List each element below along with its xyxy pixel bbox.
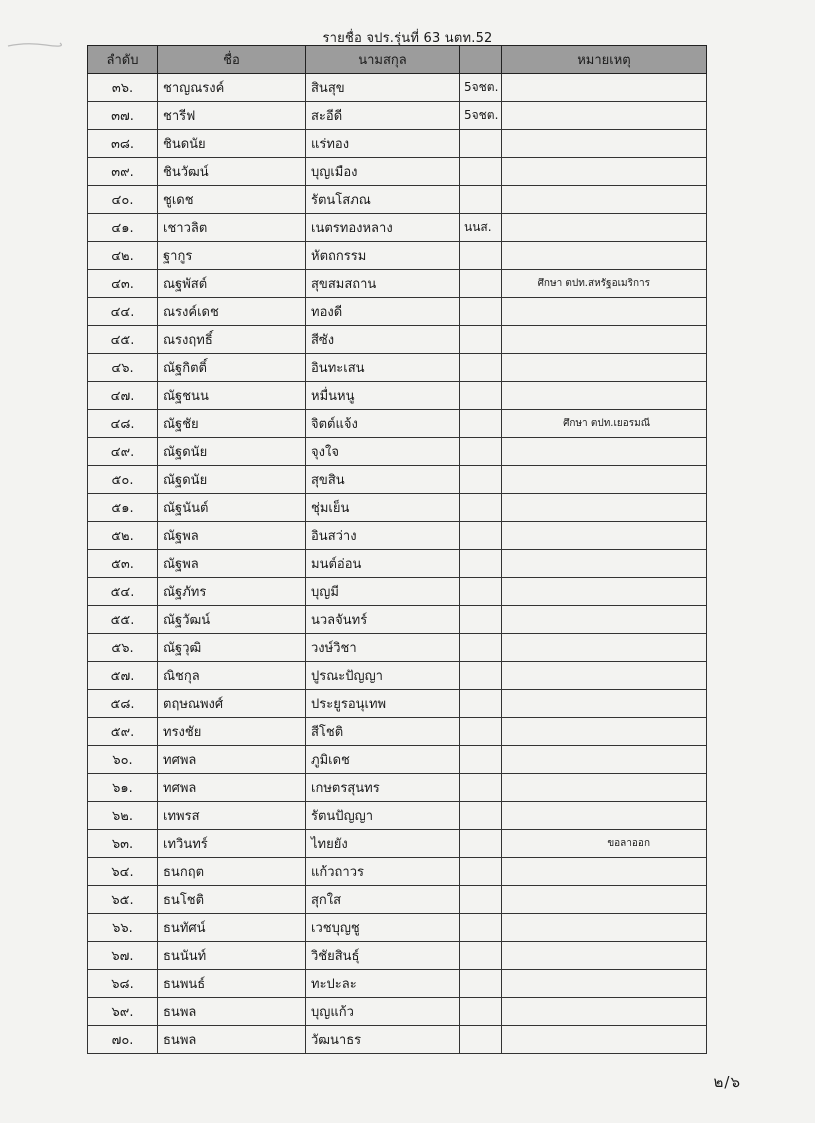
first-name: ณัฐกิตติ์ <box>158 354 306 382</box>
last-name: ปูรณะปัญญา <box>306 662 460 690</box>
extra-note <box>460 298 502 326</box>
first-name: ธนพล <box>158 1026 306 1054</box>
row-number: ๖๐. <box>88 746 158 774</box>
table-row <box>88 942 707 970</box>
extra-note: 5จชต. <box>460 74 502 102</box>
last-name: สุขสมสถาน <box>306 270 460 298</box>
remark <box>502 998 707 1026</box>
row-number: ๖๕. <box>88 886 158 914</box>
table-row <box>88 298 707 326</box>
row-number: ๔๑. <box>88 214 158 242</box>
table-row <box>88 718 707 746</box>
table-row <box>88 494 707 522</box>
header-note: หมายเหตุ <box>502 46 707 74</box>
first-name: ตฤษณพงศ์ <box>158 690 306 718</box>
remark <box>502 326 707 354</box>
margin-mark-icon <box>6 40 62 50</box>
row-number: ๕๖. <box>88 634 158 662</box>
extra-note <box>460 606 502 634</box>
extra-note <box>460 270 502 298</box>
extra-note <box>460 802 502 830</box>
first-name: ณัฐชัย <box>158 410 306 438</box>
extra-note <box>460 634 502 662</box>
row-number: ๔๐. <box>88 186 158 214</box>
last-name: ทะปะละ <box>306 970 460 998</box>
header-no: ลำดับ <box>88 46 158 74</box>
first-name: ธนกฤต <box>158 858 306 886</box>
table-row <box>88 914 707 942</box>
first-name: เทพรส <box>158 802 306 830</box>
extra-note <box>460 1026 502 1054</box>
table-row <box>88 858 707 886</box>
table-row <box>88 830 707 858</box>
remark <box>502 550 707 578</box>
remark <box>502 494 707 522</box>
remark <box>502 214 707 242</box>
last-name: มนต์อ่อน <box>306 550 460 578</box>
remark <box>502 186 707 214</box>
extra-note <box>460 914 502 942</box>
last-name: บุญแก้ว <box>306 998 460 1026</box>
first-name: ธนพล <box>158 998 306 1026</box>
remark <box>502 578 707 606</box>
header-first-name: ชื่อ <box>158 46 306 74</box>
remark <box>502 970 707 998</box>
first-name: ณฐพัสต์ <box>158 270 306 298</box>
table-row <box>88 606 707 634</box>
extra-note <box>460 186 502 214</box>
last-name: ชุ่มเย็น <box>306 494 460 522</box>
row-number: ๖๒. <box>88 802 158 830</box>
table-row <box>88 466 707 494</box>
table-row <box>88 1026 707 1054</box>
first-name: ทศพล <box>158 746 306 774</box>
table-row <box>88 326 707 354</box>
last-name: จิตต์แจ้ง <box>306 410 460 438</box>
row-number: ๕๘. <box>88 690 158 718</box>
remark <box>502 718 707 746</box>
table-row <box>88 438 707 466</box>
remark <box>502 102 707 130</box>
extra-note: 5จชต. <box>460 102 502 130</box>
first-name: ชาญณรงค์ <box>158 74 306 102</box>
row-number: ๔๕. <box>88 326 158 354</box>
table-row <box>88 410 707 438</box>
row-number: ๕๙. <box>88 718 158 746</box>
extra-note <box>460 494 502 522</box>
extra-note <box>460 998 502 1026</box>
extra-note <box>460 774 502 802</box>
table-header-row <box>88 46 707 74</box>
first-name: ณัฐดนัย <box>158 466 306 494</box>
first-name: ทรงชัย <box>158 718 306 746</box>
last-name: บุญมี <box>306 578 460 606</box>
row-number: ๖๖. <box>88 914 158 942</box>
row-number: ๖๘. <box>88 970 158 998</box>
row-number: ๔๓. <box>88 270 158 298</box>
last-name: หัตถกรรม <box>306 242 460 270</box>
extra-note <box>460 410 502 438</box>
row-number: ๕๗. <box>88 662 158 690</box>
remark <box>502 942 707 970</box>
remark <box>502 298 707 326</box>
remark <box>502 74 707 102</box>
row-number: ๖๗. <box>88 942 158 970</box>
first-name: ชูเดช <box>158 186 306 214</box>
row-number: ๔๗. <box>88 382 158 410</box>
last-name: ภูมิเดช <box>306 746 460 774</box>
first-name: ณัฐพล <box>158 522 306 550</box>
table-row <box>88 74 707 102</box>
table-row <box>88 270 707 298</box>
last-name: หมื่นหนู <box>306 382 460 410</box>
extra-note <box>460 830 502 858</box>
row-number: ๓๗. <box>88 102 158 130</box>
extra-note <box>460 578 502 606</box>
row-number: ๕๑. <box>88 494 158 522</box>
extra-note <box>460 858 502 886</box>
remark <box>502 662 707 690</box>
table-row <box>88 102 707 130</box>
table-row <box>88 774 707 802</box>
remark <box>502 130 707 158</box>
table-row <box>88 662 707 690</box>
row-number: ๖๔. <box>88 858 158 886</box>
page-number: ๒/๖ <box>713 1073 741 1091</box>
last-name: ไทยยัง <box>306 830 460 858</box>
row-number: ๓๙. <box>88 158 158 186</box>
first-name: ณัฐภัทร <box>158 578 306 606</box>
row-number: ๓๘. <box>88 130 158 158</box>
table-row <box>88 354 707 382</box>
first-name: ธนทัศน์ <box>158 914 306 942</box>
row-number: ๗๐. <box>88 1026 158 1054</box>
remark: ศึกษา ตปท.เยอรมณี <box>502 410 707 438</box>
last-name: อินสว่าง <box>306 522 460 550</box>
remark <box>502 802 707 830</box>
remark <box>502 466 707 494</box>
extra-note <box>460 382 502 410</box>
row-number: ๕๐. <box>88 466 158 494</box>
first-name: ธนโชติ <box>158 886 306 914</box>
table-row <box>88 382 707 410</box>
roster-body <box>88 74 707 1054</box>
first-name: ทศพล <box>158 774 306 802</box>
last-name: แร่ทอง <box>306 130 460 158</box>
first-name: ณิชกุล <box>158 662 306 690</box>
first-name: ณัฐดนัย <box>158 438 306 466</box>
row-number: ๕๒. <box>88 522 158 550</box>
last-name: เกษตรสุนทร <box>306 774 460 802</box>
header-last-name: นามสกุล <box>306 46 460 74</box>
table-row <box>88 186 707 214</box>
extra-note <box>460 354 502 382</box>
extra-note <box>460 942 502 970</box>
extra-note <box>460 718 502 746</box>
remark <box>502 522 707 550</box>
extra-note <box>460 886 502 914</box>
first-name: ณรงฤทธิ์ <box>158 326 306 354</box>
table-row <box>88 746 707 774</box>
remark <box>502 858 707 886</box>
last-name: จุงใจ <box>306 438 460 466</box>
row-number: ๕๕. <box>88 606 158 634</box>
first-name: ธนพนธ์ <box>158 970 306 998</box>
first-name: ธนนันท์ <box>158 942 306 970</box>
page-title: รายชื่อ จปร.รุ่นที่ 63 นตท.52 <box>322 31 493 46</box>
extra-note <box>460 130 502 158</box>
table-row <box>88 550 707 578</box>
extra-note <box>460 158 502 186</box>
first-name: ฐากูร <box>158 242 306 270</box>
last-name: สุกใส <box>306 886 460 914</box>
extra-note: นนส. <box>460 214 502 242</box>
first-name: เชาวลิต <box>158 214 306 242</box>
remark <box>502 158 707 186</box>
table-row <box>88 522 707 550</box>
extra-note <box>460 438 502 466</box>
table-row <box>88 690 707 718</box>
roster-table <box>87 45 707 1054</box>
remark <box>502 774 707 802</box>
table-row <box>88 158 707 186</box>
last-name: วิชัยสินธุ์ <box>306 942 460 970</box>
first-name: ณัฐพล <box>158 550 306 578</box>
first-name: ชารีฟ <box>158 102 306 130</box>
last-name: บุญเมือง <box>306 158 460 186</box>
remark: ศึกษา ตปท.สหรัฐอเมริการ <box>502 270 707 298</box>
remark <box>502 438 707 466</box>
row-number: ๔๙. <box>88 438 158 466</box>
row-number: ๕๔. <box>88 578 158 606</box>
remark <box>502 354 707 382</box>
table-row <box>88 998 707 1026</box>
remark <box>502 242 707 270</box>
extra-note <box>460 550 502 578</box>
last-name: นวลจันทร์ <box>306 606 460 634</box>
row-number: ๔๔. <box>88 298 158 326</box>
row-number: ๕๓. <box>88 550 158 578</box>
remark <box>502 606 707 634</box>
last-name: รัตนโสภณ <box>306 186 460 214</box>
first-name: ณัฐวุฒิ <box>158 634 306 662</box>
table-row <box>88 578 707 606</box>
extra-note <box>460 970 502 998</box>
last-name: สีซัง <box>306 326 460 354</box>
last-name: สุขสิน <box>306 466 460 494</box>
table-row <box>88 802 707 830</box>
row-number: ๓๖. <box>88 74 158 102</box>
last-name: อินทะเสน <box>306 354 460 382</box>
last-name: ทองดี <box>306 298 460 326</box>
remark <box>502 914 707 942</box>
remark <box>502 886 707 914</box>
row-number: ๖๙. <box>88 998 158 1026</box>
extra-note <box>460 746 502 774</box>
last-name: แก้วถาวร <box>306 858 460 886</box>
row-number: ๖๑. <box>88 774 158 802</box>
last-name: วงษ์วิชา <box>306 634 460 662</box>
row-number: ๔๘. <box>88 410 158 438</box>
table-row <box>88 130 707 158</box>
row-number: ๖๓. <box>88 830 158 858</box>
first-name: ณัฐวัฒน์ <box>158 606 306 634</box>
extra-note <box>460 242 502 270</box>
table-row <box>88 214 707 242</box>
remark <box>502 634 707 662</box>
extra-note <box>460 326 502 354</box>
last-name: วัฒนาธร <box>306 1026 460 1054</box>
table-row <box>88 886 707 914</box>
table-row <box>88 970 707 998</box>
first-name: ณรงค์เดช <box>158 298 306 326</box>
last-name: สีโชติ <box>306 718 460 746</box>
remark <box>502 1026 707 1054</box>
remark <box>502 690 707 718</box>
header-extra <box>460 46 502 74</box>
table-row <box>88 634 707 662</box>
first-name: ชินดนัย <box>158 130 306 158</box>
last-name: รัตนปัญญา <box>306 802 460 830</box>
table-row <box>88 242 707 270</box>
first-name: ชินวัฒน์ <box>158 158 306 186</box>
row-number: ๔๖. <box>88 354 158 382</box>
remark: ขอลาออก <box>502 830 707 858</box>
first-name: ณัฐนันต์ <box>158 494 306 522</box>
remark <box>502 382 707 410</box>
last-name: เวชบุญชู <box>306 914 460 942</box>
first-name: เทวินทร์ <box>158 830 306 858</box>
last-name: ประยูรอนุเทพ <box>306 690 460 718</box>
extra-note <box>460 522 502 550</box>
row-number: ๔๒. <box>88 242 158 270</box>
extra-note <box>460 466 502 494</box>
extra-note <box>460 690 502 718</box>
last-name: สินสุข <box>306 74 460 102</box>
extra-note <box>460 662 502 690</box>
last-name: เนตรทองหลาง <box>306 214 460 242</box>
remark <box>502 746 707 774</box>
last-name: สะอีดี <box>306 102 460 130</box>
first-name: ณัฐชนน <box>158 382 306 410</box>
